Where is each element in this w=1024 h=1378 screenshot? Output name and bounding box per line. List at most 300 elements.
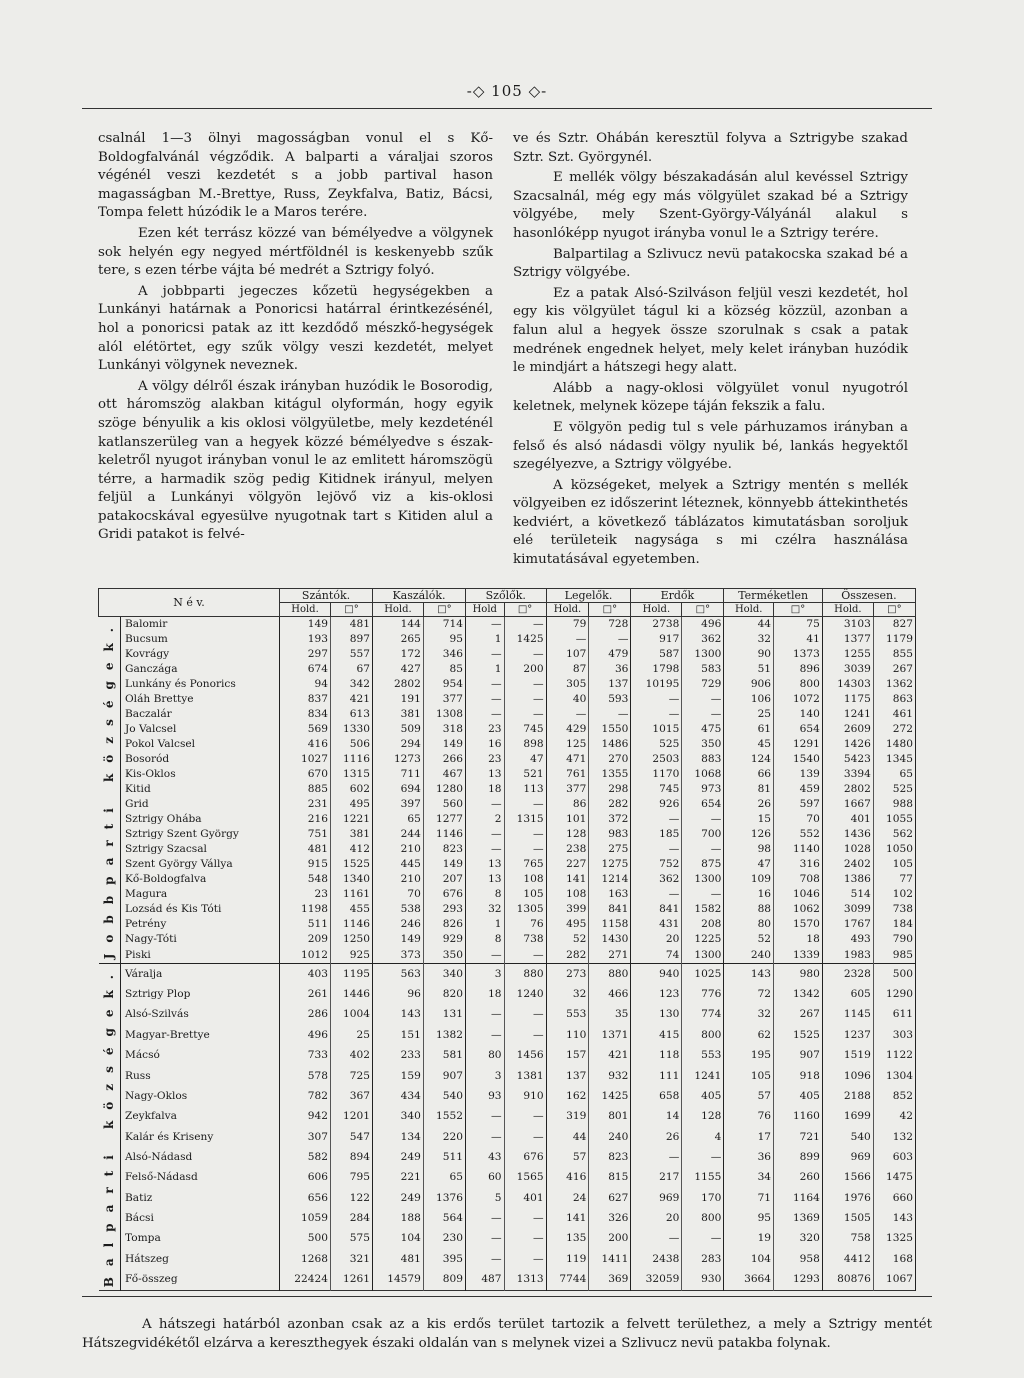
table-cell: 1155	[682, 1168, 724, 1188]
table-cell: 1293	[774, 1270, 823, 1291]
table-cell: 362	[682, 632, 724, 647]
table-cell: 654	[774, 722, 823, 737]
table-cell: 1122	[873, 1046, 915, 1066]
table-cell: 1976	[822, 1188, 873, 1208]
table-cell: 271	[589, 947, 631, 963]
table-cell: 509	[373, 722, 424, 737]
unit-header: Hold.	[546, 603, 589, 617]
table-row	[99, 947, 916, 963]
table-cell: —	[465, 617, 504, 633]
table-cell: 19	[724, 1229, 774, 1249]
table-cell: 47	[724, 857, 774, 872]
table-cell: 80	[465, 1046, 504, 1066]
table-row	[99, 932, 916, 947]
table-cell: 2609	[822, 722, 873, 737]
table-cell: 738	[873, 902, 915, 917]
table-cell: 815	[589, 1168, 631, 1188]
table-cell: 402	[330, 1046, 372, 1066]
table-cell: 244	[373, 827, 424, 842]
municipality-name: Ganczága	[121, 662, 280, 677]
table-cell: 852	[873, 1086, 915, 1106]
table-row	[99, 662, 916, 677]
table-cell: 231	[280, 797, 331, 812]
table-cell: 20	[631, 932, 682, 947]
municipality-name: Szent György Vállya	[121, 857, 280, 872]
table-cell: —	[631, 842, 682, 857]
table-cell: 1241	[682, 1066, 724, 1086]
table-cell: 137	[589, 677, 631, 692]
table-cell: —	[465, 707, 504, 722]
table-cell: 109	[724, 872, 774, 887]
table-cell: 134	[373, 1127, 424, 1147]
table-cell: 481	[373, 1249, 424, 1269]
paragraph: E mellék völgy bészakadásán alul kevéssel Sztrigy Szacsalnál, még egy más völgyület szakad bé a Sztrigy völgyébe, mely Szent-György-Vályánál alakul s hasonlóképp nyugot irányba vonul le a Sztrigy terére.	[513, 170, 908, 241]
table-cell: 500	[280, 1229, 331, 1249]
table-cell: 708	[774, 872, 823, 887]
municipality-name: Pokol Valcsel	[121, 737, 280, 752]
table-cell: 80	[724, 917, 774, 932]
unit-header: □°	[873, 603, 915, 617]
table-cell: 395	[423, 1249, 465, 1269]
table-cell: 170	[682, 1188, 724, 1208]
table-cell: 445	[373, 857, 424, 872]
table-cell: —	[682, 1229, 724, 1249]
table-cell: 76	[724, 1107, 774, 1127]
paragraph: Alább a nagy-oklosi völgyület vonul nyugotról keletnek, melynek közepe táján fekszik a falu.	[513, 380, 908, 415]
table-cell: 1304	[873, 1066, 915, 1086]
table-cell: 124	[724, 752, 774, 767]
table-cell: 261	[280, 985, 331, 1005]
table-cell: 1	[465, 632, 504, 647]
table-cell: 80876	[822, 1270, 873, 1291]
table-cell: 557	[330, 647, 372, 662]
table-cell: 130	[631, 1005, 682, 1025]
page-number-value: 105	[491, 82, 523, 100]
table-cell: 381	[330, 827, 372, 842]
table-cell: —	[465, 1127, 504, 1147]
table-row	[99, 1046, 916, 1066]
municipality-name: Magyar-Brettye	[121, 1025, 280, 1045]
table-cell: 105	[504, 887, 546, 902]
book-page	[82, 82, 932, 1351]
table-cell: 1376	[423, 1188, 465, 1208]
column-group-header: Kaszálók.	[373, 589, 466, 603]
table-cell: 3	[465, 963, 504, 984]
table-cell: 284	[330, 1208, 372, 1228]
table-cell: 272	[873, 722, 915, 737]
table-cell: 553	[682, 1046, 724, 1066]
table-cell: 809	[423, 1270, 465, 1291]
table-cell: 249	[373, 1147, 424, 1167]
table-cell: 1699	[822, 1107, 873, 1127]
table-cell: 51	[724, 662, 774, 677]
table-cell: 319	[546, 1107, 589, 1127]
table-cell: 25	[330, 1025, 372, 1045]
table-cell: 578	[280, 1066, 331, 1086]
table-cell: 293	[423, 902, 465, 917]
table-cell: —	[465, 842, 504, 857]
table-row	[99, 857, 916, 872]
table-cell: 381	[373, 707, 424, 722]
table-cell: 416	[546, 1168, 589, 1188]
table-row	[99, 1086, 916, 1106]
table-cell: 342	[330, 677, 372, 692]
table-cell: —	[465, 1107, 504, 1127]
table-cell: 676	[423, 887, 465, 902]
table-cell: 800	[682, 1208, 724, 1228]
table-cell: —	[504, 1249, 546, 1269]
table-cell: 1425	[504, 632, 546, 647]
table-cell: 230	[423, 1229, 465, 1249]
table-cell: 32	[546, 985, 589, 1005]
side-group-text: Jobbparti községek.	[101, 617, 116, 960]
table-cell: 540	[423, 1086, 465, 1106]
table-cell: —	[465, 1005, 504, 1025]
table-cell: 1240	[504, 985, 546, 1005]
table-cell: 896	[774, 662, 823, 677]
table-cell: 1480	[873, 737, 915, 752]
table-cell: 20	[631, 1208, 682, 1228]
municipality-name: Baczalár	[121, 707, 280, 722]
table-cell: 1525	[774, 1025, 823, 1045]
table-cell: 412	[330, 842, 372, 857]
table-cell: 220	[423, 1127, 465, 1147]
municipality-name: Bucsum	[121, 632, 280, 647]
table-cell: 827	[873, 617, 915, 633]
table-cell: 1313	[504, 1270, 546, 1291]
table-cell: 674	[280, 662, 331, 677]
table-cell: 694	[373, 782, 424, 797]
table-cell: 1161	[330, 887, 372, 902]
table-cell: 1275	[589, 857, 631, 872]
table-cell: 106	[724, 692, 774, 707]
table-cell: 761	[546, 767, 589, 782]
table-cell: 105	[873, 857, 915, 872]
table-cell: 915	[280, 857, 331, 872]
table-cell: —	[465, 1249, 504, 1269]
table-cell: 3039	[822, 662, 873, 677]
table-cell: 405	[774, 1086, 823, 1106]
table-cell: 3099	[822, 902, 873, 917]
table-cell: 184	[873, 917, 915, 932]
paragraph: A jobbparti jegeczes kőzetü hegységekben a Lunkányi határnak a Ponoricsi határral érintkezésénél, hol a ponoricsi patak az itt kezdődő mészkő-hegységek alól elétörtet, egy szűk völgy veszi kezdetét, melyet Lunkányi völgynek neveznek.	[98, 283, 493, 374]
table-cell: 930	[682, 1270, 724, 1291]
municipality-name: Bácsi	[121, 1208, 280, 1228]
table-cell: —	[682, 692, 724, 707]
table-cell: 172	[373, 647, 424, 662]
table-row	[99, 1270, 916, 1291]
table-cell: —	[504, 647, 546, 662]
table-cell: 1214	[589, 872, 631, 887]
table-cell: —	[504, 842, 546, 857]
unit-header: □°	[330, 603, 372, 617]
table-cell: 1475	[873, 1168, 915, 1188]
table-cell: 210	[373, 842, 424, 857]
table-cell: —	[682, 707, 724, 722]
table-cell: 2438	[631, 1249, 682, 1269]
table-cell: 162	[546, 1086, 589, 1106]
municipality-name: Sztrigy Ohába	[121, 812, 280, 827]
table-cell: 1519	[822, 1046, 873, 1066]
table-cell: 973	[682, 782, 724, 797]
table-cell: 597	[774, 797, 823, 812]
table-cell: 132	[873, 1127, 915, 1147]
table-cell: 431	[631, 917, 682, 932]
municipality-name: Oláh Brettye	[121, 692, 280, 707]
table-cell: 1046	[774, 887, 823, 902]
table-cell: 563	[373, 963, 424, 984]
table-cell: 188	[373, 1208, 424, 1228]
municipality-name: Mácsó	[121, 1046, 280, 1066]
closing-paragraph: A hátszegi határból azonban csak az a kis erdős terület tartozik a felvett területhez, a mely a Sztrigy mentét Hátszegvidékétől elzárva a kereszthegyek északi oldalán van s melynek vizei a Szlivucz nevü patakba folynak.	[82, 1317, 932, 1351]
table-row	[99, 617, 916, 633]
table-cell: 658	[631, 1086, 682, 1106]
table-cell: 714	[423, 617, 465, 633]
column-group-header: Összesen.	[822, 589, 915, 603]
column-group-header: Szántók.	[280, 589, 373, 603]
table-cell: 603	[873, 1147, 915, 1167]
table-cell: 1012	[280, 947, 331, 963]
table-row	[99, 647, 916, 662]
table-cell: 266	[423, 752, 465, 767]
table-cell: 1798	[631, 662, 682, 677]
side-group-label	[99, 963, 121, 1291]
table-cell: 294	[373, 737, 424, 752]
table-cell: 86	[546, 797, 589, 812]
municipality-name: Petrény	[121, 917, 280, 932]
table-cell: 1570	[774, 917, 823, 932]
table-cell: 377	[546, 782, 589, 797]
table-cell: 1426	[822, 737, 873, 752]
table-cell: 1145	[822, 1005, 873, 1025]
table-cell: 940	[631, 963, 682, 984]
table-cell: 303	[873, 1025, 915, 1045]
table-cell: 1195	[330, 963, 372, 984]
table-cell: 131	[423, 1005, 465, 1025]
table-cell: 1277	[423, 812, 465, 827]
table-cell: 305	[546, 677, 589, 692]
table-cell: 602	[330, 782, 372, 797]
table-cell: 733	[280, 1046, 331, 1066]
table-cell: 511	[423, 1147, 465, 1167]
table-cell: 875	[682, 857, 724, 872]
table-cell: 1072	[774, 692, 823, 707]
table-cell: 983	[589, 827, 631, 842]
table-cell: 35	[589, 1005, 631, 1025]
table-cell: 540	[822, 1127, 873, 1147]
table-cell: 123	[631, 985, 682, 1005]
table-cell: —	[465, 1208, 504, 1228]
table-cell: 416	[280, 737, 331, 752]
table-cell: 320	[774, 1229, 823, 1249]
table-cell: 217	[631, 1168, 682, 1188]
table-cell: 1381	[504, 1066, 546, 1086]
table-cell: 627	[589, 1188, 631, 1208]
table-cell: 795	[330, 1168, 372, 1188]
column-group-header: Erdők	[631, 589, 724, 603]
table-cell: 1315	[504, 812, 546, 827]
municipality-name: Piski	[121, 947, 280, 963]
table-row	[99, 1168, 916, 1188]
table-cell: —	[504, 797, 546, 812]
table-cell: 1280	[423, 782, 465, 797]
municipality-name: Balomir	[121, 617, 280, 633]
table-row	[99, 1005, 916, 1025]
table-cell: 185	[631, 827, 682, 842]
table-cell: 23	[465, 752, 504, 767]
table-cell: 372	[589, 812, 631, 827]
table-cell: 2328	[822, 963, 873, 984]
table-cell: —	[631, 1229, 682, 1249]
table-cell: 240	[589, 1127, 631, 1147]
table-cell: —	[465, 647, 504, 662]
table-cell: 15	[724, 812, 774, 827]
table-cell: 729	[682, 677, 724, 692]
table-cell: —	[546, 707, 589, 722]
table-cell: —	[631, 812, 682, 827]
table-cell: 1525	[330, 857, 372, 872]
table-row	[99, 1066, 916, 1086]
table-cell: 885	[280, 782, 331, 797]
table-cell: 481	[330, 617, 372, 633]
table-cell: 834	[280, 707, 331, 722]
table-cell: —	[465, 1025, 504, 1045]
table-row	[99, 872, 916, 887]
table-cell: 1582	[682, 902, 724, 917]
table-cell: 34	[724, 1168, 774, 1188]
table-cell: 496	[280, 1025, 331, 1045]
table-cell: 318	[423, 722, 465, 737]
table-cell: 932	[589, 1066, 631, 1086]
table-cell: 1456	[504, 1046, 546, 1066]
table-cell: —	[504, 947, 546, 963]
municipality-name: Sztrigy Szacsal	[121, 842, 280, 857]
table-cell: 1386	[822, 872, 873, 887]
table-cell: 207	[423, 872, 465, 887]
table-cell: 1315	[330, 767, 372, 782]
municipality-name: Alsó-Nádasd	[121, 1147, 280, 1167]
table-cell: 267	[873, 662, 915, 677]
table-cell: —	[682, 812, 724, 827]
table-cell: 5423	[822, 752, 873, 767]
table-cell: 2503	[631, 752, 682, 767]
unit-header: □°	[504, 603, 546, 617]
table-cell: 1050	[873, 842, 915, 857]
table-cell: 66	[724, 767, 774, 782]
unit-header: □°	[589, 603, 631, 617]
table-cell: 18	[465, 782, 504, 797]
table-cell: 745	[504, 722, 546, 737]
table-row	[99, 752, 916, 767]
table-cell: 1411	[589, 1249, 631, 1269]
table-cell: 988	[873, 797, 915, 812]
table-cell: 340	[423, 963, 465, 984]
table-cell: 139	[774, 767, 823, 782]
table-row	[99, 902, 916, 917]
table-row	[99, 917, 916, 932]
table-cell: 894	[330, 1147, 372, 1167]
table-cell: 880	[504, 963, 546, 984]
table-cell: 2802	[822, 782, 873, 797]
page-number: -◇ 105 ◇-	[466, 82, 548, 100]
table-cell: 907	[423, 1066, 465, 1086]
table-row	[99, 1249, 916, 1269]
table-cell: 1377	[822, 632, 873, 647]
table-cell: 1436	[822, 827, 873, 842]
table-cell: 487	[465, 1270, 504, 1291]
side-group-label	[99, 617, 121, 963]
municipality-name: Nagy-Oklos	[121, 1086, 280, 1106]
table-cell: 1164	[774, 1188, 823, 1208]
municipality-name: Magura	[121, 887, 280, 902]
table-cell: —	[504, 692, 546, 707]
table-cell: 569	[280, 722, 331, 737]
table-cell: 880	[589, 963, 631, 984]
table-cell: 62	[724, 1025, 774, 1045]
table-cell: 582	[280, 1147, 331, 1167]
table-cell: 22424	[280, 1270, 331, 1291]
table-cell: 525	[873, 782, 915, 797]
table-cell: 3394	[822, 767, 873, 782]
table-cell: 113	[504, 782, 546, 797]
table-cell: 5	[465, 1188, 504, 1208]
table-cell: 434	[373, 1086, 424, 1106]
table-cell: 141	[546, 1208, 589, 1228]
table-cell: 144	[373, 617, 424, 633]
table-cell: 564	[423, 1208, 465, 1228]
table-row	[99, 782, 916, 797]
table-cell: 1	[465, 917, 504, 932]
table-cell: 23	[280, 887, 331, 902]
table-cell: 552	[774, 827, 823, 842]
table-cell: 745	[631, 782, 682, 797]
table-cell: 209	[280, 932, 331, 947]
table-cell: 79	[546, 617, 589, 633]
table-cell: 118	[631, 1046, 682, 1066]
column-group-header: Szőlők.	[465, 589, 546, 603]
table-cell: 149	[280, 617, 331, 633]
table-cell: 700	[682, 827, 724, 842]
table-row	[99, 1127, 916, 1147]
table-row	[99, 1025, 916, 1045]
table-cell: —	[546, 632, 589, 647]
table-cell: 93	[465, 1086, 504, 1106]
table-cell: 399	[546, 902, 589, 917]
table-cell: —	[631, 887, 682, 902]
table-cell: 316	[774, 857, 823, 872]
table-cell: 105	[724, 1066, 774, 1086]
table-row	[99, 812, 916, 827]
table-cell: 774	[682, 1005, 724, 1025]
table-cell: 32	[724, 1005, 774, 1025]
paragraph: Ez a patak Alsó-Szilváson feljül veszi kezdetét, hol egy kis völgyület tágul ki a község közzül, azonban a falun alul a hegyek össze szorulnak s csak a patak medrének engednek helyet, mely kelet irányban huzódik le mindjárt a hátszegi hegy alatt.	[513, 285, 908, 376]
table-cell: 1146	[423, 827, 465, 842]
table-cell: 36	[589, 662, 631, 677]
table-row	[99, 692, 916, 707]
table-cell: 143	[873, 1208, 915, 1228]
table-cell: —	[589, 707, 631, 722]
table-row	[99, 797, 916, 812]
table-cell: 76	[504, 917, 546, 932]
table-cell: 195	[724, 1046, 774, 1066]
table-cell: 575	[330, 1229, 372, 1249]
table-cell: 267	[774, 1005, 823, 1025]
table-cell: 475	[682, 722, 724, 737]
table-cell: 10195	[631, 677, 682, 692]
table-cell: 776	[682, 985, 724, 1005]
table-cell: 823	[423, 842, 465, 857]
table-cell: 307	[280, 1127, 331, 1147]
